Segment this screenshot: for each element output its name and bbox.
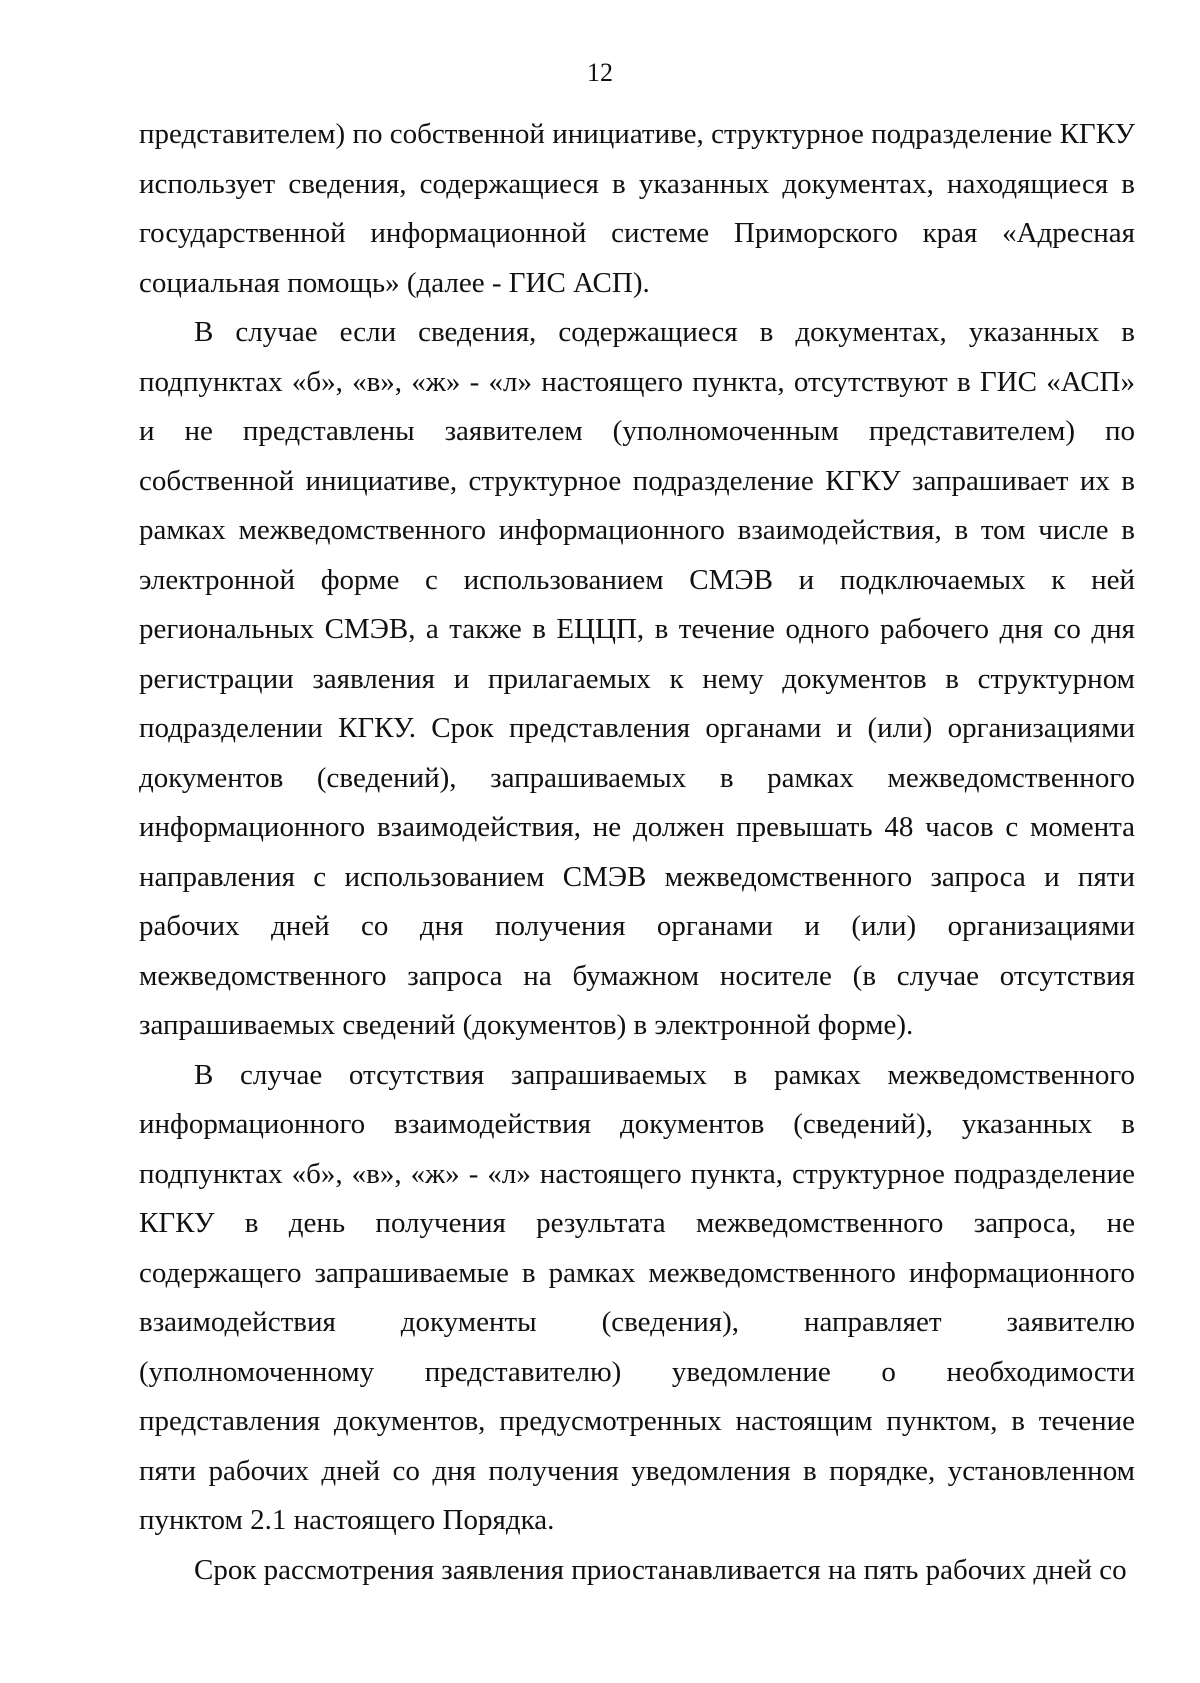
page-number: 12 bbox=[587, 58, 613, 87]
document-body bbox=[139, 110, 1135, 1595]
paragraph-missing-documents-notice: В случае отсутствия запрашиваемых в рамках межведомственного информационного взаимодействия документов (сведений), указанных в подпунктах «б», «в», «ж» - «л» настоящего пункта, структурное подразделение КГКУ в день получения результата межведомственного запроса, не содержащего запрашиваемые в рамках межведомственного информационного взаимодействия документы (сведения), направляет заявителю (уполномоченному представителю) уведомление о необходимости представления документов, предусмотренных настоящим пунктом, в течение пяти рабочих дней со дня получения уведомления в порядке, установленном пунктом 2.1 настоящего Порядка. bbox=[139, 1058, 1135, 1536]
paragraph-suspension-term: Срок рассмотрения заявления приостанавливается на пять рабочих дней со bbox=[194, 1553, 1127, 1586]
paragraph-interagency-request: В случае если сведения, содержащиеся в документах, указанных в подпунктах «б», «в», «ж» - «л» настоящего пункта, отсутствуют в ГИС «АСП» и не представлены заявителем (уполномоченным представителем) по собственной инициативе, структурное подразделение КГКУ запрашивает их в рамках межведомственного информационного взаимодействия, в том числе в электронной форме с использованием СМЭВ и подключаемых к ней региональных СМЭВ, а также в ЕЦЦП, в течение одного рабочего дня со дня регистрации заявления и прилагаемых к нему документов в структурном подразделении КГКУ. Срок представления органами и (или) организациями документов (сведений), запрашиваемых в рамках межведомственного информационного взаимодействия, не должен превышать 48 часов с момента направления с использованием СМЭВ межведомственного запроса и пяти рабочих дней со дня получения органами и (или) организациями межведомственного запроса на бумажном носителе (в случае отсутствия запрашиваемых сведений (документов) в электронной форме). bbox=[139, 316, 1135, 1041]
paragraph-continuation: представителем) по собственной инициативе, структурное подразделение КГКУ использует сведения, содержащиеся в указанных документах, находящиеся в государственной информационной системе Приморского края «Адресная социальная помощь» (далее - ГИС АСП). bbox=[139, 118, 1135, 299]
